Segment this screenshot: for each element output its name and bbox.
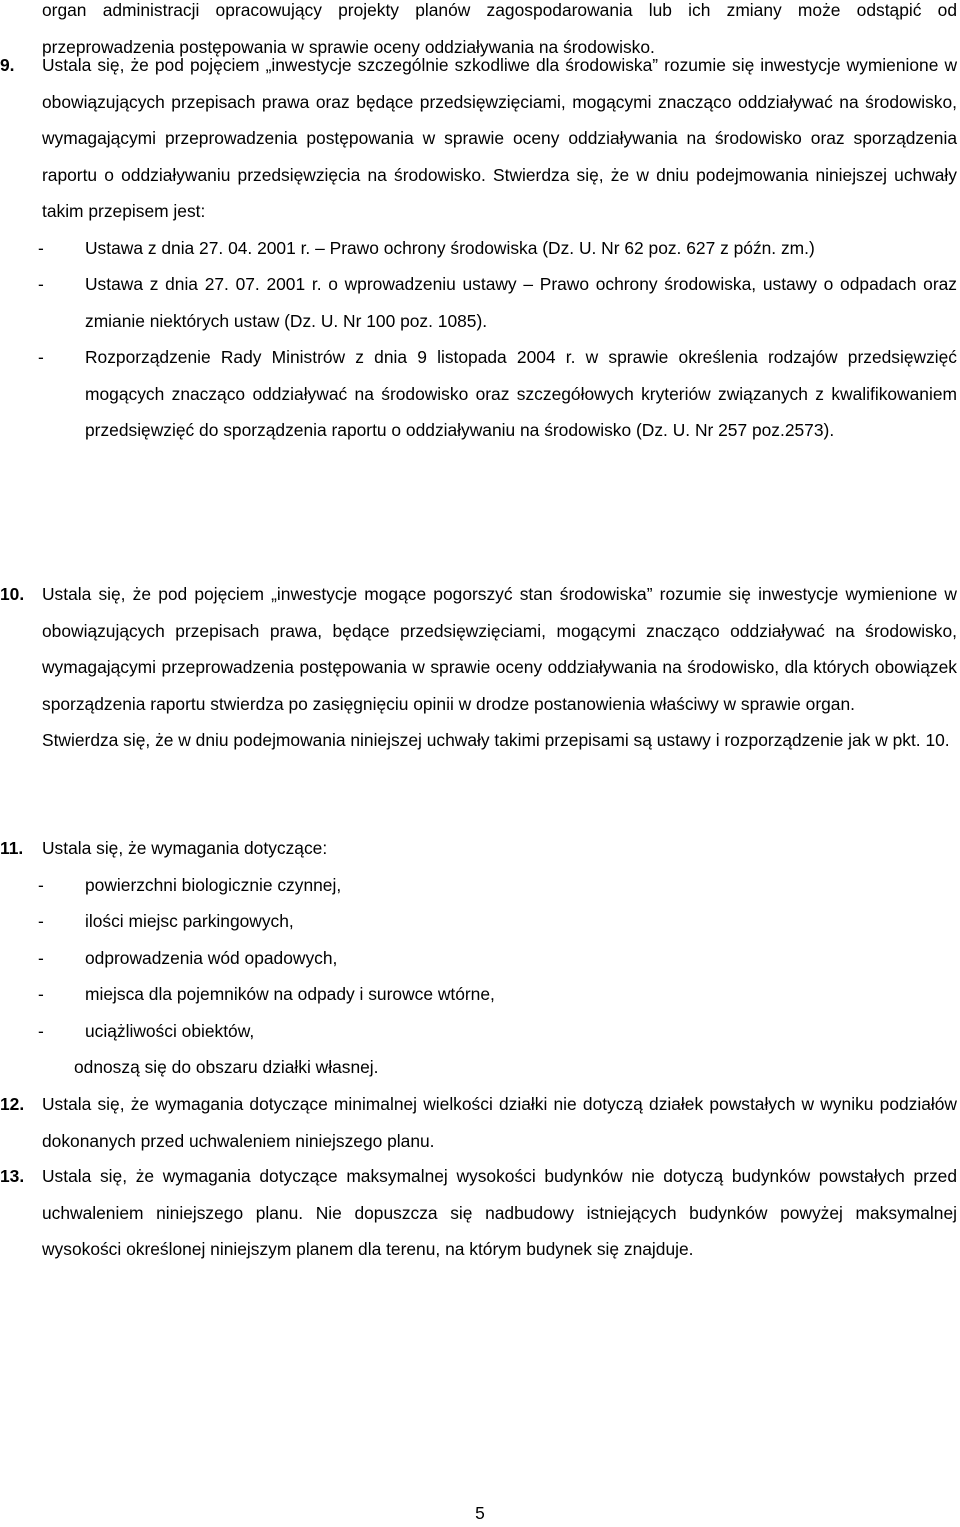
section-9-text: Ustala się, że pod pojęciem „inwestycje szczególnie szkodliwe dla środowiska” rozumie się inwestycje wymienione w obowiązujących przepisach prawa oraz będące przedsięwzięciami, mogącymi znacząco oddziaływać na środowisko, wymagającymi przeprowadzenia postępowania w sprawie oceny oddziaływania na środowisko oraz sporządzenia raportu o oddziaływaniu przedsięwzięcia na środowisko. Stwierdza się, że w dniu podejmowania niniejszej uchwały takim przepisem jest:	[42, 55, 957, 221]
section-number: 9.	[0, 55, 15, 75]
section-12-text: Ustala się, że wymagania dotyczące minimalnej wielkości działki nie dotyczą działek powstałych w wyniku podziałów dokonanych przed uchwaleniem niniejszego planu.	[42, 1094, 957, 1151]
section-10-text-2: Stwierdza się, że w dniu podejmowania niniejszej uchwały takimi przepisami są ustawy i rozporządzenie jak w pkt. 10.	[42, 730, 950, 750]
list-item: - Ustawa z dnia 27. 04. 2001 r. – Prawo ochrony środowiska (Dz. U. Nr 62 poz. 627 z późn. zm.)	[42, 230, 957, 267]
list-marker: -	[38, 237, 44, 258]
section-11-text: Ustala się, że wymagania dotyczące:	[42, 838, 328, 858]
list-item: - Rozporządzenie Rady Ministrów z dnia 9 listopada 2004 r. w sprawie określenia rodzajów przedsięwzięć mogących znacząco oddziaływać na środowisko oraz szczegółowych kryteriów związanych z kwalifikowaniem przedsięwzięć do sporządzenia raportu o oddziaływaniu na środowisko (Dz. U. Nr 257 poz.2573).	[42, 339, 957, 449]
list-item: - Ustawa z dnia 27. 07. 2001 r. o wprowadzeniu ustawy – Prawo ochrony środowiska, ustawy o odpadach oraz zmianie niektórych ustaw (Dz. U. Nr 100 poz. 1085).	[42, 266, 957, 339]
section-11	[0, 830, 957, 1086]
section-number: 13.	[0, 1166, 25, 1186]
list-marker: -	[38, 947, 44, 968]
section-12	[0, 1086, 957, 1159]
list-marker: -	[38, 274, 44, 294]
list-marker: -	[38, 347, 44, 367]
list-marker: -	[38, 1020, 44, 1041]
list-item: - uciążliwości obiektów,	[42, 1013, 957, 1050]
section-13	[0, 1158, 957, 1268]
section-9-list	[38, 230, 957, 449]
section-number: 10.	[0, 584, 25, 604]
section-11-closing: odnoszą się do obszaru działki własnej.	[74, 1057, 379, 1077]
page-number: 5	[475, 1503, 485, 1523]
list-item: - odprowadzenia wód opadowych,	[42, 940, 957, 977]
list-marker: -	[38, 911, 44, 931]
list-marker: -	[38, 874, 44, 895]
section-13-text: Ustala się, że wymagania dotyczące maksymalnej wysokości budynków nie dotyczą budynków powstałych przed uchwaleniem niniejszego planu. Nie dopuszcza się nadbudowy istniejących budynków powyżej maksymalnej wysokości określonej niniejszym planem dla terenu, na którym budynek się znajduje.	[42, 1166, 957, 1259]
section-9	[0, 47, 957, 449]
list-item: - ilości miejsc parkingowych,	[42, 903, 957, 940]
list-item: - miejsca dla pojemników na odpady i surowce wtórne,	[42, 976, 957, 1013]
intro-paragraph: organ administracji opracowujący projekty planów zagospodarowania lub ich zmiany może odstąpić od przeprowadzenia postępowania w sprawie oceny oddziaływania na środowisko.	[42, 0, 957, 57]
list-marker: -	[38, 984, 44, 1004]
list-item: - powierzchni biologicznie czynnej,	[42, 867, 957, 904]
section-11-list	[38, 867, 957, 1050]
section-10-text: Ustala się, że pod pojęciem „inwestycje mogące pogorszyć stan środowiska” rozumie się inwestycje wymienione w obowiązujących przepisach prawa, będące przedsięwzięciami, mogącymi znacząco oddziaływać na środowisko, wymagającymi przeprowadzenia postępowania w sprawie oceny oddziaływania na środowisko, dla których obowiązek sporządzenia raportu stwierdza po zasięgnięciu opinii w drodze postanowienia właściwy w sprawie organ.	[42, 584, 957, 714]
section-number: 11.	[0, 838, 24, 858]
section-10	[0, 576, 957, 759]
section-number: 12.	[0, 1094, 25, 1114]
